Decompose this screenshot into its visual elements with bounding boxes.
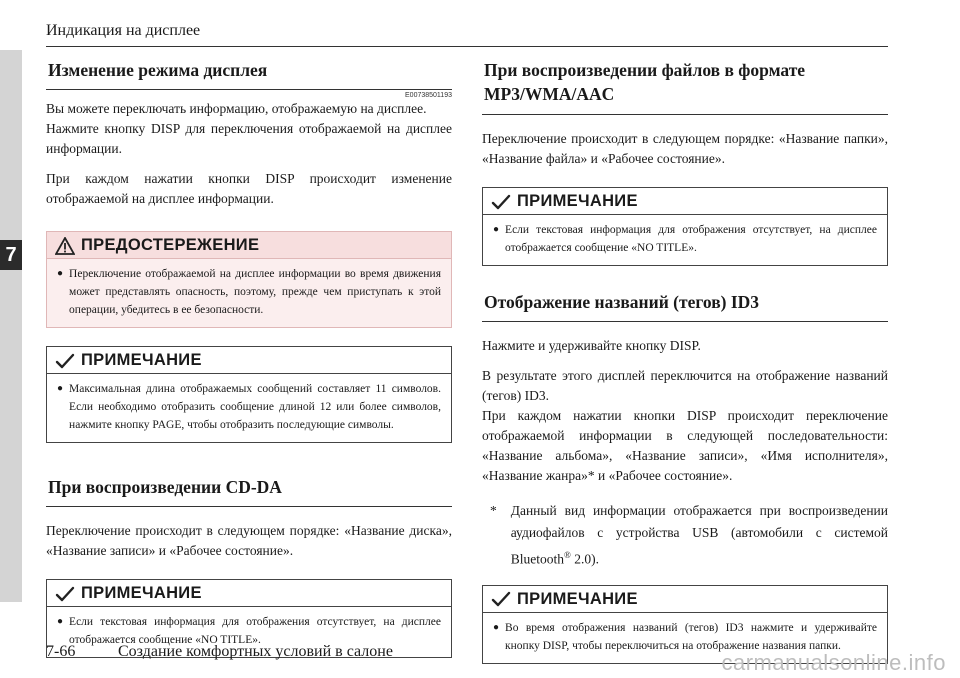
page-number: 7-66 <box>46 643 76 660</box>
section-code: E00738501193 <box>405 92 452 99</box>
note-label: ПРИМЕЧАНИЕ <box>81 584 202 602</box>
footnote-tail: 2.0). <box>570 551 599 567</box>
warning-label: ПРЕДОСТЕРЕЖЕНИЕ <box>81 236 260 254</box>
section-title-mp3 <box>482 52 888 115</box>
bullet-icon: ● <box>493 621 500 633</box>
note-label: ПРИМЕЧАНИЕ <box>517 192 638 210</box>
section-title-cd-da: При воспроизведении CD-DA <box>46 469 452 507</box>
footer-section-title: Создание комфортных условий в салоне <box>118 643 393 660</box>
warning-header <box>47 232 451 259</box>
bullet-icon: ● <box>57 616 64 627</box>
pencil-check-icon <box>55 352 75 370</box>
list-item: ● Если текстовая информация для отображения отсутствует, на дисплее отображается сообщение «NO TITLE». <box>57 613 441 649</box>
note-box <box>482 187 888 266</box>
bullet-icon: ● <box>493 224 500 235</box>
paragraph: Нажмите и удерживайте кнопку DISP. <box>482 338 701 353</box>
paragraph: В результате этого дисплей переключится на отображение названий (тегов) ID3. <box>482 368 888 403</box>
left-column <box>46 52 452 658</box>
pencil-check-icon <box>491 590 511 608</box>
footnote-mark: * <box>490 503 497 518</box>
paragraph: Нажмите кнопку DISP для переключения отображаемой на дисплее информации. <box>46 121 452 156</box>
list-item: ● Максимальная длина отображаемых сообщений составляет 11 символов. Если необходимо отобразить сообщение длиной 12 или более символов, нажмите кнопку PAGE, чтобы отобразить последующие символы. <box>57 380 441 434</box>
chapter-number: 7 <box>0 240 22 270</box>
right-column <box>482 52 888 664</box>
paragraph: Переключение происходит в следующем порядке: «Название папки», «Название файла» и «Рабочее состояние». <box>482 131 888 166</box>
bullet-icon: ● <box>57 268 64 279</box>
list-item: ● Переключение отображаемой на дисплее информации во время движения может представлять опасность, поэтому, прежде чем приступать к этой операции, убедитесь в ее безопасности. <box>57 265 441 319</box>
paragraph: При каждом нажатии кнопки DISP происходит изменение отображаемой на дисплее информации. <box>46 171 452 206</box>
note-label: ПРИМЕЧАНИЕ <box>517 589 638 608</box>
note-box <box>46 346 452 443</box>
list-item: ● Если текстовая информация для отображения отсутствует, на дисплее отображается сообщение «NO TITLE». <box>493 221 877 257</box>
chapter-side-tab <box>0 50 22 602</box>
pencil-check-icon <box>55 585 75 603</box>
watermark: carmanualsonline.info <box>721 650 946 675</box>
running-title: Индикация на дисплее <box>46 22 201 39</box>
section-title-display-mode: Изменение режима дисплея <box>46 52 452 90</box>
registered-mark: ® <box>564 550 571 560</box>
title-line: При воспроизведении файлов в формате <box>484 60 806 80</box>
footnote-text: Данный вид информации отображается при воспроизведении аудиофайлов с устройства USB (автомобили с системой Bluetooth <box>510 503 888 567</box>
pencil-check-icon <box>491 193 511 211</box>
warning-box <box>46 231 452 328</box>
note-header <box>47 580 451 607</box>
title-line: MP3/WMA/AAC <box>484 84 615 104</box>
list-item: ● Во время отображения названий (тегов) ID3 нажмите и удерживайте кнопку DISP, чтобы переключиться на отображение названия папки. <box>493 619 877 655</box>
note-label: ПРИМЕЧАНИЕ <box>81 351 202 369</box>
header-rule <box>46 46 888 47</box>
section-title-id3: Отображение названий (тегов) ID3 <box>482 284 888 322</box>
warning-triangle-icon <box>55 237 75 255</box>
paragraph: Переключение происходит в следующем порядке: «Название диска», «Название записи» и «Рабочее состояние». <box>46 523 452 558</box>
note-header <box>483 586 887 613</box>
note-header <box>483 188 887 215</box>
paragraph: При каждом нажатии кнопки DISP происходит переключение отображаемой информации в следующей последовательности: «Название альбома», «Название записи», «Имя исполнителя», «Название жанра»* и «Рабочее состояние». <box>482 408 888 483</box>
footnote <box>482 500 888 571</box>
note-header <box>47 347 451 374</box>
paragraph: Вы можете переключать информацию, отображаемую на дисплее. <box>46 101 427 116</box>
bullet-icon: ● <box>57 383 64 394</box>
